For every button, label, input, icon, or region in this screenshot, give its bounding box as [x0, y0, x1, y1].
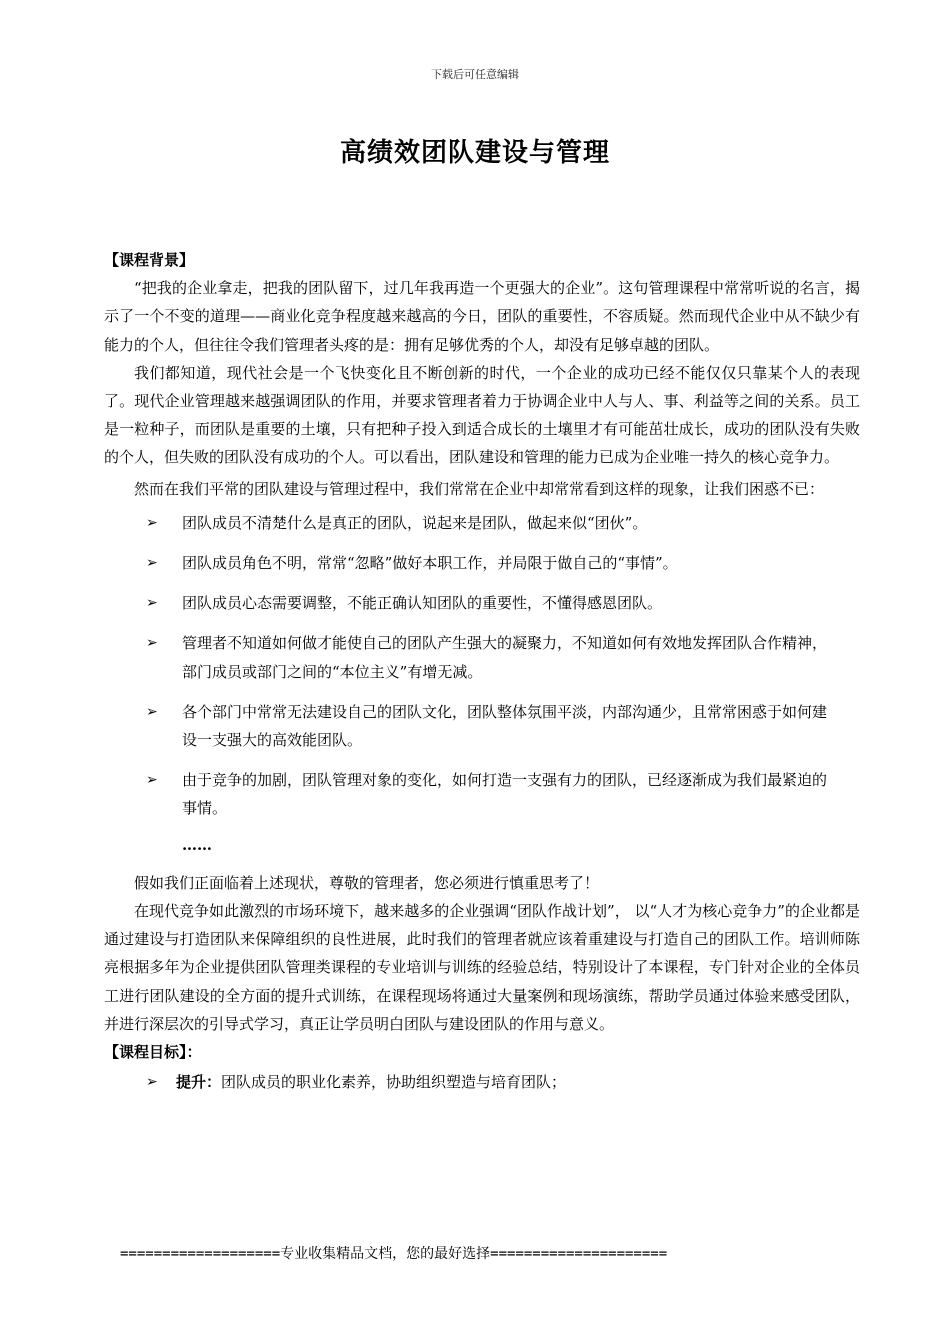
closing-paragraph-2: 在现代竞争如此激烈的市场环境下，越来越多的企业强调“团队作战计划”， 以“人才为核心竞争力”的企业都是通过建设与打造团队来保障组织的良性进展，此时我们的管理者就应该着重建设与打造自己的团队工作。培训师陈亮根据多年为企业提供团队管理类课程的专业培训与训练的经验总结，特别设计了本课程，专门针对企业的全体员工进行团队建设的全方面的提升式训练，在课程现场将通过大量案例和现场演练，帮助学员通过体验来感受团队，并进行深层次的引导式学习，真正让学员明白团队与建设团队的作用与意义。	[104, 902, 860, 1033]
list-item	[104, 629, 860, 685]
list-item	[104, 766, 860, 822]
arrow-bullet-icon: ➢	[146, 595, 158, 612]
list-item	[104, 698, 860, 754]
background-paragraph-2: 我们都知道，现代社会是一个飞快变化且不断创新的时代，一个企业的成功已经不能仅仅只靠某个人的表现了。现代企业管理越来越强调团队的作用，并要求管理者着力于协调企业中人与人、事、利益等之间的关系。员工是一粒种子，而团队是重要的土壤，只有把种子投入到适合成长的土壤里才有可能茁壮成长，成功的团队没有失败的个人，但失败的团队没有成功的个人。可以看出，团队建设和管理的能力已成为企业唯一持久的核心竞争力。	[104, 363, 860, 467]
arrow-bullet-icon: ➢	[146, 555, 158, 572]
list-item-text: 管理者不知道如何做才能使自己的团队产生强大的凝聚力，不知道如何有效地发挥团队合作精神，部门成员或部门之间的“本位主义”有增无减。	[182, 634, 828, 681]
list-item	[104, 549, 860, 577]
arrow-bullet-icon: ➢	[146, 514, 158, 531]
section-heading-background: 【课程背景】	[104, 251, 195, 269]
background-paragraph-1: “把我的企业拿走，把我的团队留下，过几年我再造一个更强大的企业”。这句管理课程中常常听说的名言，揭示了一个不变的道理——商业化竞争程度越来越高的今日，团队的重要性，不容质疑。然而现代企业中从不缺少有能力的个人，但往往令我们管理者头疼的是：拥有足够优秀的个人，却没有足够卓越的团队。	[104, 279, 860, 354]
list-item-text: 团队成员心态需要调整，不能正确认知团队的重要性，不懂得感恩团队。	[182, 594, 663, 613]
list-item-text: 团队成员角色不明，常常“忽略”做好本职工作，并局限于做自己的“事情”。	[182, 554, 678, 573]
list-item-text: 各个部门中常常无法建设自己的团队文化，团队整体氛围平淡，内部沟通少，且常常困惑于如何建设一支强大的高效能团队。	[182, 702, 828, 750]
list-item	[104, 509, 860, 537]
goal-item-label: 提升：	[176, 1073, 222, 1092]
problem-list	[104, 509, 860, 823]
list-item-text: 团队成员不清楚什么是真正的团队，说起来是团队，做起来似“团伙”。	[182, 513, 648, 532]
list-item-text: 由于竞争的加剧，团队管理对象的变化，如何打造一支强有力的团队，已经逐渐成为我们最紧迫的事情。	[182, 771, 828, 818]
goal-item	[104, 1068, 860, 1096]
arrow-bullet-icon: ➢	[146, 703, 158, 720]
arrow-bullet-icon: ➢	[146, 635, 158, 652]
footer-note: ===================专业收集精品文档，您的最好选择=====================	[120, 1246, 668, 1262]
section-heading-goals: 【课程目标】：	[104, 1043, 202, 1062]
list-ellipsis: ……	[182, 835, 212, 854]
list-item	[104, 589, 860, 617]
background-paragraph-3: 然而在我们平常的团队建设与管理过程中，我们常常在企业中却常常看到这样的现象，让我们困惑不已：	[134, 479, 825, 498]
header-note: 下载后可任意编辑	[431, 68, 519, 81]
arrow-bullet-icon: ➢	[146, 1074, 158, 1091]
goal-item-text: 团队成员的职业化素养，协助组织塑造与培育团队；	[221, 1073, 567, 1092]
arrow-bullet-icon: ➢	[146, 772, 158, 789]
document-body	[104, 246, 860, 1096]
closing-paragraph-1: 假如我们正面临着上述现状，尊敬的管理者，您必须进行慎重思考了！	[134, 873, 600, 892]
page-title: 高绩效团队建设与管理	[339, 138, 610, 168]
